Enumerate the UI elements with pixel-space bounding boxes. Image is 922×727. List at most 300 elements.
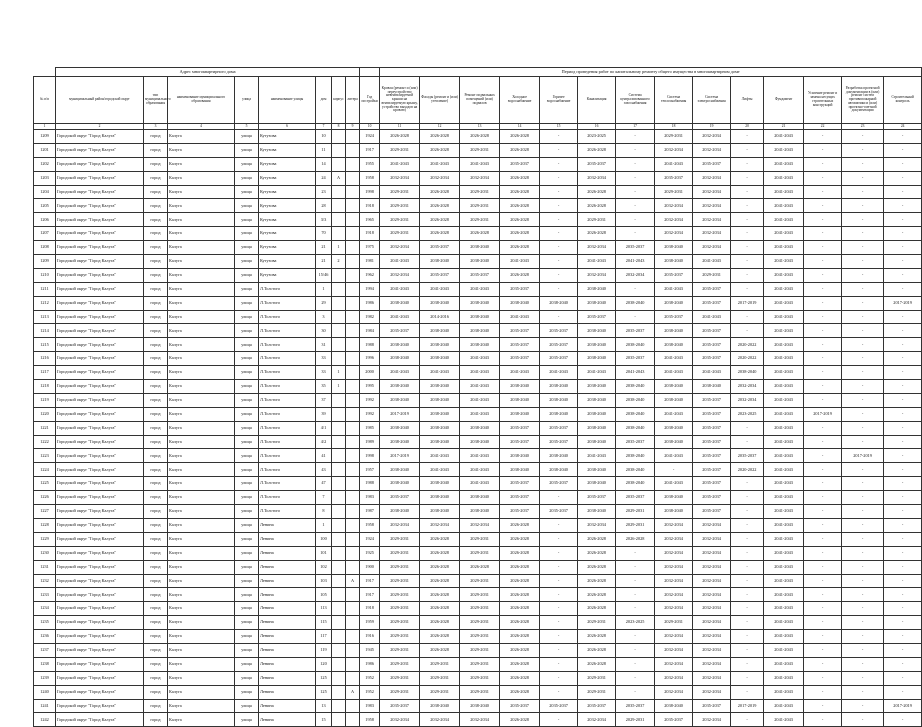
table-cell: 2041-2043 (578, 366, 616, 380)
table-cell: город (144, 491, 168, 505)
table-cell: 2038-2040 (500, 380, 540, 394)
table-cell (346, 255, 360, 269)
table-cell (332, 574, 346, 588)
table-cell: - (540, 643, 578, 657)
table-cell: 2032-2034 (693, 546, 731, 560)
table-cell: улица (235, 282, 259, 296)
table-cell: улица (235, 699, 259, 713)
table-cell: Калуга (168, 199, 235, 213)
table-cell: 2029-2031 (460, 213, 500, 227)
table-cell (332, 310, 346, 324)
table-cell: Кутузова (259, 157, 316, 171)
table-cell: 2041-2043 (655, 366, 693, 380)
table-cell: Л.Толстого (259, 421, 316, 435)
table-cell: 1916 (360, 630, 380, 644)
table-cell (332, 671, 346, 685)
table-cell: - (884, 338, 922, 352)
table-cell: 2041-2043 (764, 185, 804, 199)
table-cell: - (884, 393, 922, 407)
table-cell: 1955 (360, 157, 380, 171)
table-cell: 2026-2028 (500, 130, 540, 144)
table-cell (346, 310, 360, 324)
table-cell: 2041-2043 (380, 310, 420, 324)
table-cell: 2041-2043 (500, 310, 540, 324)
table-cell: - (842, 227, 884, 241)
table-cell: 1238 (34, 657, 56, 671)
table-cell: 2038-2040 (380, 352, 420, 366)
table-cell: 2038-2040 (540, 393, 578, 407)
table-cell: 2038-2040 (380, 421, 420, 435)
table-cell: 2026-2028 (420, 588, 460, 602)
table-cell: 119 (316, 643, 332, 657)
table-cell: улица (235, 268, 259, 282)
table-cell: 2026-2028 (578, 643, 616, 657)
table-cell: улица (235, 505, 259, 519)
table-cell: 2038-2040 (460, 241, 500, 255)
table-cell: 2029-2031 (380, 546, 420, 560)
table-cell: город (144, 421, 168, 435)
table-cell: 1992 (360, 393, 380, 407)
table-cell (346, 630, 360, 644)
table-cell: 1900 (360, 560, 380, 574)
table-cell (346, 143, 360, 157)
group-header-periods: Период проведения работ по капитальному ремонту общего имущества в многоквартирном доме (380, 68, 922, 77)
table-cell: 2035-2037 (616, 491, 655, 505)
table-cell: улица (235, 657, 259, 671)
table-cell: - (842, 518, 884, 532)
table-cell: - (842, 435, 884, 449)
table-cell: - (884, 657, 922, 671)
table-cell: - (540, 213, 578, 227)
table-cell: - (804, 366, 842, 380)
table-cell: - (731, 143, 764, 157)
table-cell: Городской округ "Город Калуга" (56, 546, 144, 560)
table-cell: Калуга (168, 310, 235, 324)
table-cell: город (144, 574, 168, 588)
table-cell: 2032-2034 (578, 518, 616, 532)
column-header: Год постройки (360, 77, 380, 124)
table-cell: - (842, 602, 884, 616)
table-cell: 103 (316, 574, 332, 588)
table-cell: - (842, 171, 884, 185)
table-cell: - (616, 560, 655, 574)
table-cell (332, 630, 346, 644)
table-cell: 2032-2034 (616, 268, 655, 282)
table-cell: 2032-2034 (578, 171, 616, 185)
table-cell (332, 699, 346, 713)
table-cell (332, 130, 346, 144)
table-cell: 2026-2028 (500, 616, 540, 630)
table-cell: 101 (316, 546, 332, 560)
column-header: корпус (332, 77, 346, 124)
table-row (34, 616, 922, 630)
table-cell (346, 324, 360, 338)
table-cell: 2041-2043 (655, 157, 693, 171)
table-cell: 1233 (34, 588, 56, 602)
table-cell: 21 (316, 255, 332, 269)
table-cell: 2014-2016 (420, 310, 460, 324)
table-cell: - (842, 282, 884, 296)
table-cell: 2032-2034 (655, 671, 693, 685)
table-cell: 2038-2040 (578, 380, 616, 394)
table-cell (346, 560, 360, 574)
table-cell: 2035-2037 (655, 310, 693, 324)
table-cell: 1986 (360, 657, 380, 671)
table-cell: - (731, 171, 764, 185)
table-cell: город (144, 588, 168, 602)
table-cell: 2038-2040 (540, 296, 578, 310)
table-cell: 2029-2031 (380, 657, 420, 671)
table-cell: - (540, 630, 578, 644)
table-cell: 2032-2034 (655, 685, 693, 699)
table-cell: 2038-2040 (500, 296, 540, 310)
table-cell: 1917 (360, 588, 380, 602)
table-cell: 2017-2019 (884, 296, 922, 310)
column-header: Система электроснабжения (693, 77, 731, 124)
table-cell: 1988 (360, 477, 380, 491)
table-cell: 2032-2034 (693, 171, 731, 185)
table-cell: - (804, 518, 842, 532)
table-cell: 1975 (360, 241, 380, 255)
table-cell (346, 338, 360, 352)
table-cell: Калуга (168, 255, 235, 269)
column-number: 3 (144, 124, 168, 130)
table-cell: город (144, 657, 168, 671)
column-number: 24 (884, 124, 922, 130)
table-row (34, 296, 922, 310)
table-cell: - (616, 130, 655, 144)
table-cell: 2035-2037 (540, 435, 578, 449)
column-header: Усиление ремонт и замена несущих строительных конструкций (804, 77, 842, 124)
table-cell: 2041-2043 (616, 255, 655, 269)
table-cell: Калуга (168, 671, 235, 685)
column-number: 19 (693, 124, 731, 130)
table-cell: 1219 (34, 393, 56, 407)
table-cell: 1965 (360, 213, 380, 227)
column-header: Ремонт подвальных помещений (или) подвалов (460, 77, 500, 124)
table-cell: 8 (316, 505, 332, 519)
table-cell: 2023-2025 (578, 130, 616, 144)
table-cell: - (884, 588, 922, 602)
table-cell: 1227 (34, 505, 56, 519)
table-cell: 2041-2043 (764, 268, 804, 282)
table-cell: 2026-2028 (578, 602, 616, 616)
table-cell: город (144, 171, 168, 185)
table-cell: - (804, 657, 842, 671)
table-cell: город (144, 407, 168, 421)
table-cell: - (842, 241, 884, 255)
table-cell: Л.Толстого (259, 407, 316, 421)
table-cell: улица (235, 310, 259, 324)
table-cell: Калуга (168, 699, 235, 713)
table-row (34, 213, 922, 227)
table-row (34, 574, 922, 588)
table-cell: - (842, 366, 884, 380)
table-cell: - (804, 130, 842, 144)
table-cell: 2041-2043 (380, 282, 420, 296)
table-cell: город (144, 241, 168, 255)
table-row (34, 282, 922, 296)
table-cell: Л.Толстого (259, 491, 316, 505)
table-cell: Городской округ "Город Калуга" (56, 282, 144, 296)
table-cell: 2026-2028 (500, 171, 540, 185)
table-cell: - (884, 643, 922, 657)
table-cell: - (884, 324, 922, 338)
table-cell (346, 435, 360, 449)
table-cell: 2038-2040 (616, 477, 655, 491)
table-cell: Кутузова (259, 185, 316, 199)
table-cell: 2038-2040 (380, 435, 420, 449)
table-cell: 1236 (34, 630, 56, 644)
table-cell: - (842, 630, 884, 644)
table-cell: 2026-2028 (616, 532, 655, 546)
table-cell: Калуга (168, 685, 235, 699)
table-cell: 2041-2043 (420, 463, 460, 477)
table-cell: 2038-2040 (420, 338, 460, 352)
table-cell: - (616, 282, 655, 296)
table-cell: Л.Толстого (259, 505, 316, 519)
table-cell (346, 380, 360, 394)
table-cell: - (540, 282, 578, 296)
table-cell: 13 (316, 699, 332, 713)
table-cell: 2038-2040 (693, 380, 731, 394)
table-cell: 2038-2040 (380, 338, 420, 352)
table-cell: 1918 (360, 199, 380, 213)
table-cell: 102 (316, 560, 332, 574)
table-cell: 2035-2037 (693, 393, 731, 407)
table-cell: 2035-2037 (616, 352, 655, 366)
table-cell: 1917 (360, 574, 380, 588)
column-number: 23 (842, 124, 884, 130)
table-cell: 2029-2031 (460, 546, 500, 560)
table-cell: 2000 (360, 366, 380, 380)
table-cell: город (144, 268, 168, 282)
table-cell: - (540, 491, 578, 505)
table-cell: Городской округ "Город Калуга" (56, 157, 144, 171)
table-cell: 2029-2031 (460, 532, 500, 546)
table-cell: - (731, 671, 764, 685)
table-cell: 1237 (34, 643, 56, 657)
table-cell: 2032-2034 (655, 227, 693, 241)
table-cell: 2038-2040 (616, 421, 655, 435)
table-cell: - (842, 657, 884, 671)
column-number: 1 (34, 124, 56, 130)
table-cell: - (540, 685, 578, 699)
table-cell: 2041-2043 (460, 157, 500, 171)
table-cell: - (884, 130, 922, 144)
table-cell: 2035-2037 (578, 491, 616, 505)
table-cell: 2038-2040 (500, 393, 540, 407)
table-cell: 2032-2034 (420, 171, 460, 185)
table-cell: 1945 (360, 643, 380, 657)
table-cell: - (731, 185, 764, 199)
table-cell: 2029-2031 (380, 199, 420, 213)
table-cell: 2041-2043 (764, 380, 804, 394)
table-cell: 2038-2040 (420, 407, 460, 421)
table-cell: Городской округ "Город Калуга" (56, 435, 144, 449)
table-cell: улица (235, 352, 259, 366)
table-cell: - (804, 505, 842, 519)
table-cell: 15 (316, 713, 332, 727)
table-cell: 2029-2031 (380, 685, 420, 699)
table-cell (346, 546, 360, 560)
table-cell: - (884, 602, 922, 616)
table-cell (346, 421, 360, 435)
table-cell: 2029-2031 (655, 185, 693, 199)
table-cell: - (540, 616, 578, 630)
table-row (34, 352, 922, 366)
table-cell: - (731, 435, 764, 449)
table-cell: 1234 (34, 602, 56, 616)
table-cell: 1221 (34, 421, 56, 435)
table-cell: 2041-2043 (655, 407, 693, 421)
table-cell: 1925 (360, 546, 380, 560)
table-cell: 105 (316, 588, 332, 602)
table-row (34, 602, 922, 616)
table-cell: - (842, 310, 884, 324)
table-cell: 2041-2043 (460, 393, 500, 407)
table-cell: улица (235, 380, 259, 394)
table-cell: Городской округ "Город Калуга" (56, 393, 144, 407)
table-cell: А (346, 574, 360, 588)
table-cell: 1212 (34, 296, 56, 310)
table-cell: 2038-2040 (540, 407, 578, 421)
table-cell: 2041-2043 (764, 491, 804, 505)
table-cell: - (540, 185, 578, 199)
table-cell: улица (235, 671, 259, 685)
table-cell: 2029-2031 (380, 671, 420, 685)
table-cell: 2029-2031 (460, 185, 500, 199)
table-cell (346, 227, 360, 241)
table-cell: Городской округ "Город Калуга" (56, 532, 144, 546)
table-cell: Городской округ "Город Калуга" (56, 699, 144, 713)
table-cell: - (884, 616, 922, 630)
table-cell: Калуга (168, 713, 235, 727)
table-cell: - (842, 588, 884, 602)
table-cell: 1220 (34, 407, 56, 421)
table-cell: - (731, 518, 764, 532)
table-cell: 1 (332, 380, 346, 394)
table-cell: 2026-2028 (500, 268, 540, 282)
table-cell: 2035-2037 (616, 241, 655, 255)
table-cell: 3 (316, 310, 332, 324)
table-cell: 2038-2040 (578, 421, 616, 435)
table-cell: Калуга (168, 435, 235, 449)
table-cell: 2032-2034 (380, 268, 420, 282)
capital-repair-schedule-table (33, 67, 922, 727)
table-cell: - (731, 157, 764, 171)
table-cell: 2032-2034 (693, 518, 731, 532)
table-cell: 2041-2043 (764, 241, 804, 255)
table-cell: 125 (316, 671, 332, 685)
table-cell: - (842, 505, 884, 519)
table-cell: 1994 (360, 282, 380, 296)
table-cell: 2026-2028 (420, 546, 460, 560)
table-cell: 2017-2019 (842, 449, 884, 463)
table-cell: город (144, 616, 168, 630)
table-cell: 2041-2043 (420, 157, 460, 171)
table-cell: 2026-2028 (578, 588, 616, 602)
table-cell: 4/1 (316, 421, 332, 435)
table-cell: - (884, 352, 922, 366)
table-cell: - (804, 477, 842, 491)
column-number: 8 (332, 124, 346, 130)
table-cell (332, 643, 346, 657)
table-cell: - (804, 713, 842, 727)
table-cell: улица (235, 255, 259, 269)
table-cell: - (842, 713, 884, 727)
table-cell: улица (235, 213, 259, 227)
table-cell: город (144, 477, 168, 491)
table-cell (332, 505, 346, 519)
table-cell: 2041-2043 (460, 366, 500, 380)
table-cell: Кутузова (259, 199, 316, 213)
table-cell: - (842, 671, 884, 685)
table-cell: Калуга (168, 268, 235, 282)
table-cell: 2029-2031 (420, 685, 460, 699)
table-cell: - (540, 602, 578, 616)
table-cell: - (540, 546, 578, 560)
table-cell: 2035-2037 (540, 338, 578, 352)
table-cell: - (616, 643, 655, 657)
table-cell: 2032-2034 (460, 171, 500, 185)
table-cell: 2035-2037 (578, 157, 616, 171)
table-cell (332, 227, 346, 241)
table-cell: 117 (316, 630, 332, 644)
table-cell: Калуга (168, 157, 235, 171)
table-cell: 2035-2037 (693, 491, 731, 505)
table-cell: Кутузова (259, 171, 316, 185)
table-cell (346, 352, 360, 366)
table-cell: Л.Толстого (259, 463, 316, 477)
table-cell: Ленина (259, 657, 316, 671)
table-cell: 2032-2034 (655, 560, 693, 574)
table-cell: улица (235, 338, 259, 352)
table-cell: 2026-2028 (578, 227, 616, 241)
table-cell: город (144, 338, 168, 352)
table-cell: - (842, 352, 884, 366)
table-cell: 2029-2031 (578, 213, 616, 227)
table-cell: 2041-2043 (460, 352, 500, 366)
table-cell: - (884, 518, 922, 532)
table-cell: - (540, 199, 578, 213)
table-cell: 1239 (34, 671, 56, 685)
table-cell: - (884, 157, 922, 171)
column-number: 7 (316, 124, 332, 130)
table-cell: 2041-2043 (764, 143, 804, 157)
table-cell: Калуга (168, 560, 235, 574)
table-cell: 2029-2031 (616, 713, 655, 727)
table-cell: Калуга (168, 380, 235, 394)
table-cell: - (616, 199, 655, 213)
table-cell: - (804, 560, 842, 574)
table-cell: 2038-2040 (420, 699, 460, 713)
table-cell: Кутузова (259, 213, 316, 227)
table-cell: 2032-2034 (731, 380, 764, 394)
table-cell: 2038-2040 (460, 491, 500, 505)
table-cell (346, 282, 360, 296)
table-cell: 2035-2037 (693, 699, 731, 713)
table-cell: город (144, 505, 168, 519)
table-cell: Калуга (168, 324, 235, 338)
table-cell: - (731, 560, 764, 574)
table-cell: Калуга (168, 185, 235, 199)
table-cell: 2041-2043 (764, 157, 804, 171)
table-cell: - (731, 310, 764, 324)
table-cell (332, 602, 346, 616)
table-body (34, 130, 922, 727)
table-cell: 2038-2040 (460, 338, 500, 352)
